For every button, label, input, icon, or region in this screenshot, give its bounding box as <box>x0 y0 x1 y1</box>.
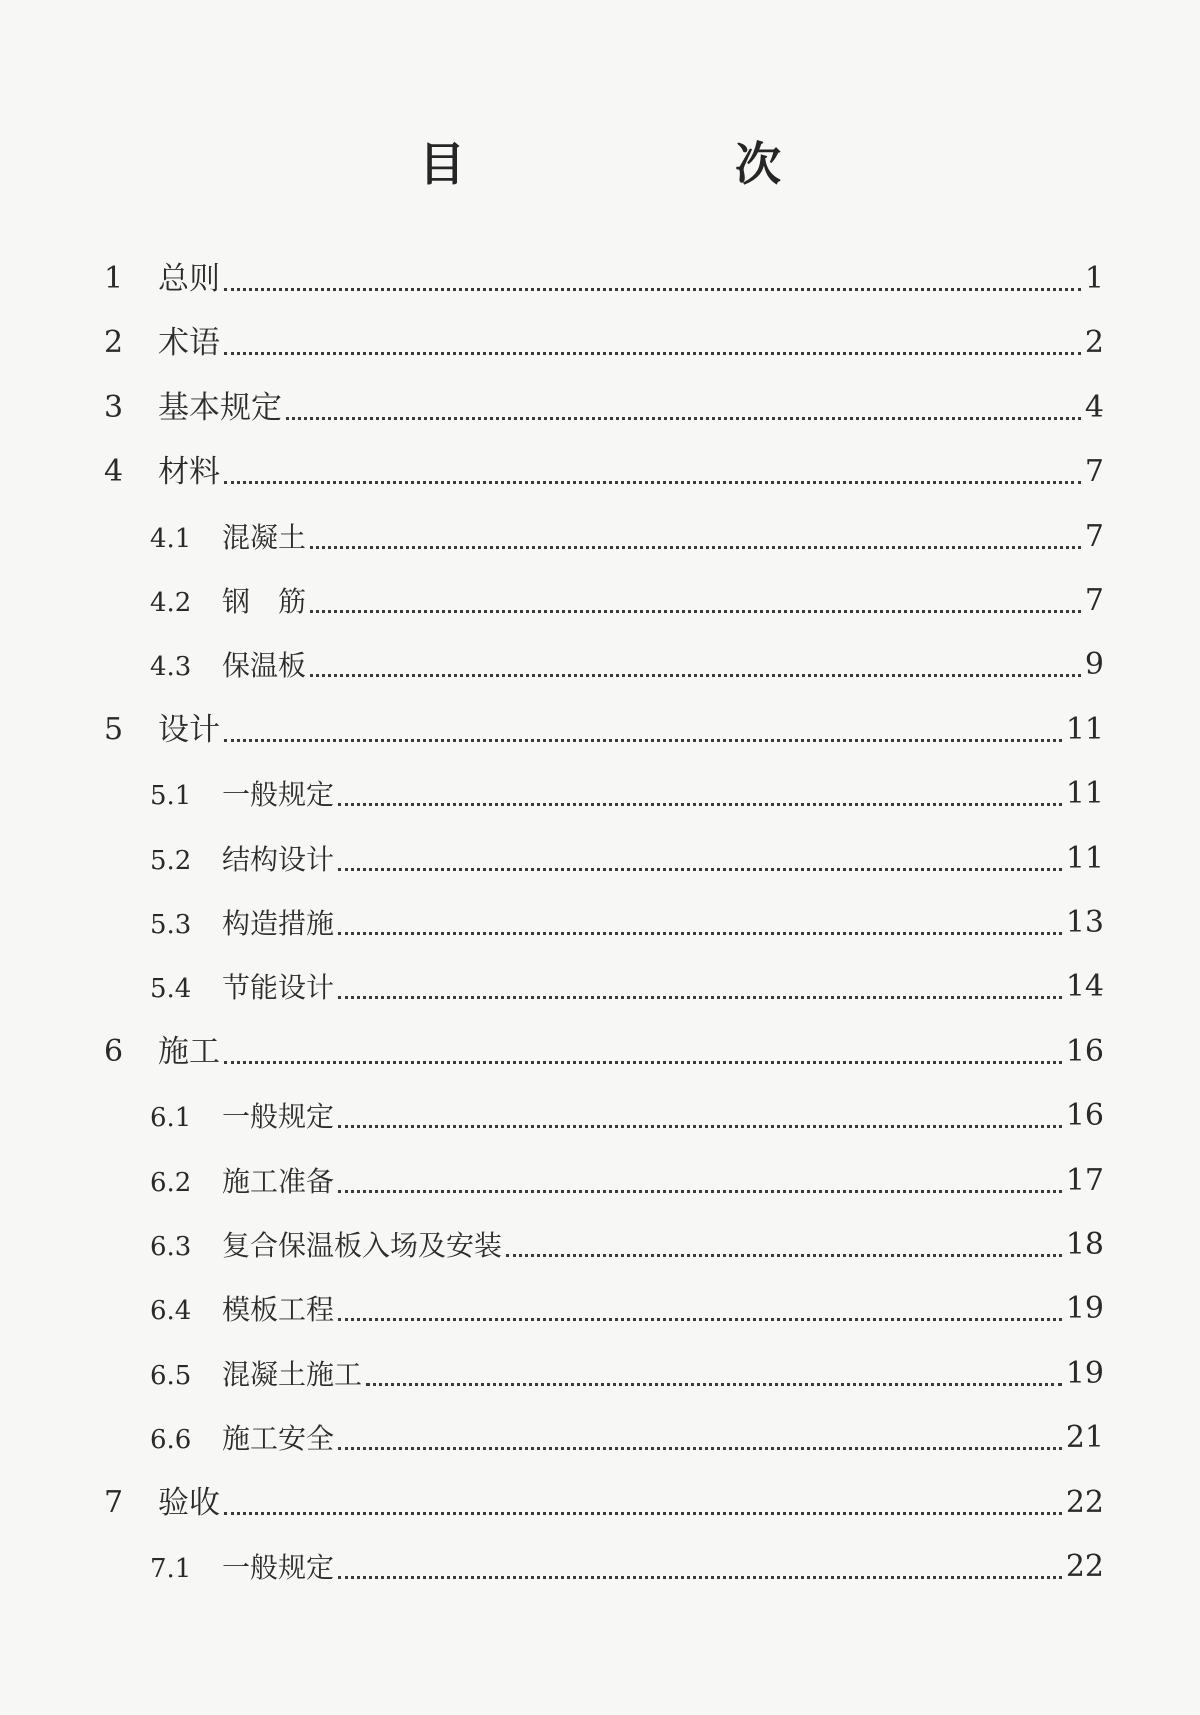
toc-section-entry <box>0 771 1200 815</box>
toc-entry-title: 构造措施 <box>222 907 335 940</box>
toc-dot-leader <box>366 1383 1062 1386</box>
toc-entry-number: 4 <box>104 454 124 490</box>
toc-entry-number: 7 <box>104 1484 124 1520</box>
toc-section-entry <box>0 578 1200 622</box>
toc-section-entry <box>0 1158 1200 1202</box>
toc-page-number: 7 <box>1084 518 1104 554</box>
toc-entry-title: 保温板 <box>222 649 307 683</box>
toc-page-number: 1 <box>1084 261 1104 296</box>
toc-entry-title: 设计 <box>158 711 220 748</box>
toc-page-number: 11 <box>1065 776 1104 812</box>
toc-page-number: 11 <box>1065 711 1104 747</box>
toc-entry-number: 6.1 <box>150 1103 192 1134</box>
toc-dot-leader <box>338 932 1062 935</box>
toc-dot-leader <box>310 546 1081 549</box>
toc-entry-number: 5.2 <box>150 845 192 876</box>
toc-entry-title: 混凝土 <box>222 520 307 554</box>
toc-entry-number: 7.1 <box>150 1554 192 1584</box>
toc-entry-title: 总则 <box>158 261 220 297</box>
toc-entry-number: 6.4 <box>150 1296 192 1327</box>
toc-entry-title: 结构设计 <box>222 842 335 876</box>
toc-dot-leader <box>224 481 1081 484</box>
toc-entry-title: 验收 <box>158 1484 220 1521</box>
toc-chapter-entry <box>0 449 1200 493</box>
toc-entry-title: 一般规定 <box>222 1100 335 1134</box>
toc-entry-number: 5.3 <box>150 910 192 940</box>
toc-entry-title: 模板工程 <box>222 1293 335 1327</box>
toc-entry-number: 6.6 <box>150 1425 192 1456</box>
toc-entry-number: 6 <box>104 1033 124 1069</box>
toc-section-entry <box>0 900 1200 944</box>
toc-page-number: 16 <box>1065 1033 1104 1069</box>
toc-dot-leader <box>310 610 1081 613</box>
toc-dot-leader <box>338 1318 1062 1321</box>
toc-entry-number: 4.1 <box>150 523 192 554</box>
toc-entry-title: 混凝土施工 <box>222 1357 363 1391</box>
toc-dot-leader <box>338 1447 1062 1450</box>
toc-section-entry <box>0 514 1200 558</box>
toc-page-number: 13 <box>1065 905 1104 940</box>
toc-section-entry <box>0 964 1200 1008</box>
toc-dot-leader <box>286 417 1081 420</box>
toc-entry-number: 2 <box>104 325 124 361</box>
toc-page-number: 19 <box>1065 1291 1104 1327</box>
toc-page-number: 21 <box>1065 1420 1104 1456</box>
toc-chapter-entry <box>0 1029 1200 1073</box>
toc-entry-title: 一般规定 <box>222 1551 335 1584</box>
toc-entry-number: 3 <box>104 389 124 425</box>
toc-page-number: 19 <box>1065 1355 1104 1391</box>
toc-dot-leader <box>224 1512 1062 1515</box>
toc-page-number: 7 <box>1084 454 1104 490</box>
toc-entry-title: 一般规定 <box>222 778 335 812</box>
toc-page-number: 9 <box>1084 647 1104 683</box>
toc-chapter-entry <box>0 707 1200 751</box>
toc-dot-leader <box>338 1190 1062 1193</box>
toc-dot-leader <box>224 1061 1062 1064</box>
toc-entry-title: 施工 <box>158 1033 220 1070</box>
toc-dot-leader <box>224 288 1081 291</box>
toc-entry-number: 5 <box>104 711 124 747</box>
toc-dot-leader <box>224 739 1062 742</box>
toc-dot-leader <box>338 868 1062 871</box>
toc-entry-number: 4.2 <box>150 588 192 618</box>
toc-section-entry <box>0 642 1200 686</box>
toc-section-entry <box>0 1415 1200 1459</box>
toc-section-entry <box>0 1544 1200 1588</box>
toc-page-number: 17 <box>1065 1162 1104 1198</box>
toc-dot-leader <box>338 1576 1062 1579</box>
toc-entry-title: 术语 <box>158 325 220 362</box>
toc-section-entry <box>0 1222 1200 1266</box>
toc-entry-number: 5.4 <box>150 974 192 1005</box>
toc-section-entry <box>0 836 1200 880</box>
toc-chapter-entry <box>0 1480 1200 1524</box>
toc-entry-number: 5.1 <box>150 781 192 812</box>
toc-page-number: 18 <box>1065 1227 1104 1262</box>
toc-page-number: 7 <box>1084 583 1104 618</box>
toc-page-number: 16 <box>1065 1098 1104 1134</box>
toc-dot-leader <box>310 674 1081 677</box>
toc-chapter-entry <box>0 320 1200 364</box>
toc-dot-leader <box>338 996 1062 999</box>
toc-entry-title: 材料 <box>158 454 220 491</box>
toc-dot-leader <box>506 1254 1062 1257</box>
toc-page-number: 22 <box>1065 1549 1104 1584</box>
toc-page-number: 14 <box>1065 969 1104 1005</box>
toc-entry-number: 6.3 <box>150 1232 192 1262</box>
toc-page-number: 4 <box>1084 389 1104 425</box>
toc-page-number: 22 <box>1065 1484 1104 1520</box>
toc-section-entry <box>0 1286 1200 1330</box>
toc-dot-leader <box>338 1125 1062 1128</box>
toc-entry-title: 施工准备 <box>222 1164 335 1198</box>
toc-entry-number: 1 <box>104 261 124 296</box>
toc-entry-number: 4.3 <box>150 652 192 683</box>
toc-page-number: 11 <box>1065 840 1104 876</box>
toc-entry-title: 钢 筋 <box>222 585 307 618</box>
toc-entry-title: 复合保温板入场及安装 <box>222 1229 503 1262</box>
toc-entry-title: 节能设计 <box>222 971 335 1005</box>
toc-entry-number: 6.5 <box>150 1360 192 1391</box>
toc-section-entry <box>0 1093 1200 1137</box>
toc-entry-number: 6.2 <box>150 1167 192 1198</box>
toc-dot-leader <box>224 352 1081 355</box>
toc-chapter-entry <box>0 385 1200 429</box>
toc-entry-title: 基本规定 <box>158 389 282 426</box>
toc-entry-title: 施工安全 <box>222 1422 335 1456</box>
toc-page-number: 2 <box>1084 325 1104 361</box>
toc-dot-leader <box>338 803 1062 806</box>
page-title: 目 次 <box>419 137 893 191</box>
toc-section-entry <box>0 1351 1200 1395</box>
toc-chapter-entry <box>0 256 1200 300</box>
